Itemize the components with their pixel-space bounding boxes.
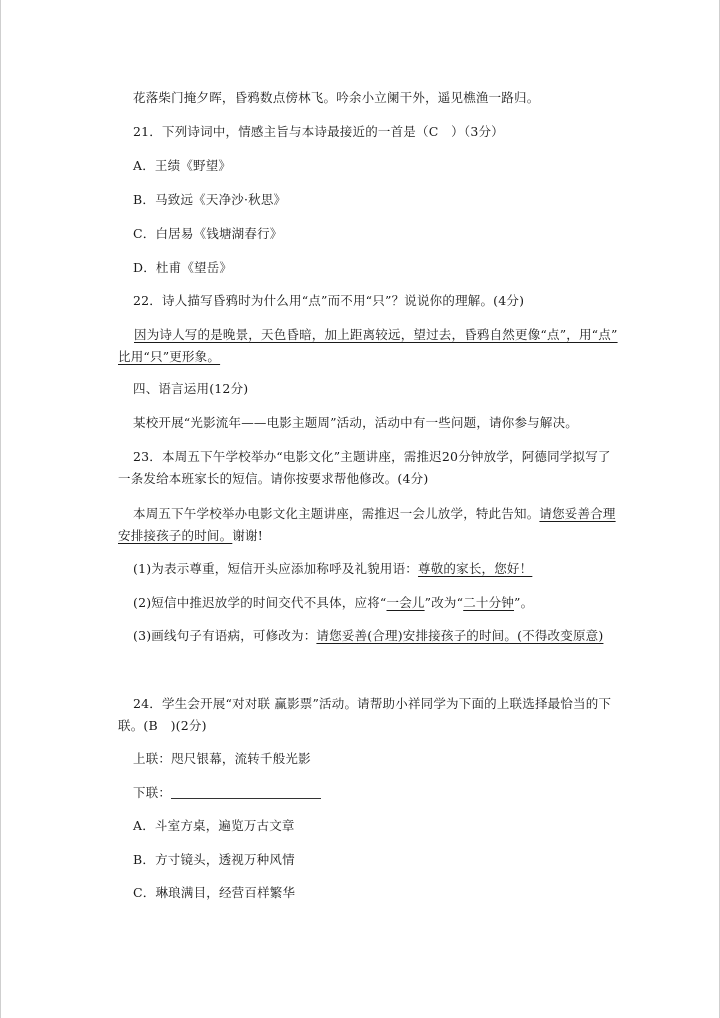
q21-option-a: A．王绩《野望》 (133, 158, 232, 173)
q23-part3-answer: 请您妥善(合理)安排接孩子的时间。(不得改变原意) (316, 628, 604, 643)
q22-answer-line1: 因为诗人写的是晚景，天色昏暗，加上距离较远，望过去，昏鸦自然更像“点”，用“点” (134, 327, 618, 342)
q23-part2-answer2: 二十分钟 (463, 595, 515, 610)
q24-answer-blank (171, 784, 321, 799)
q23-message-text: 本周五下午学校举办电影文化主题讲座，需推迟一会儿放学，特此告知。 (133, 506, 540, 521)
page-border-left (0, 0, 1, 1018)
q23-message-thanks: 谢谢! (232, 528, 263, 543)
q23-part2-mid: ”改为“ (424, 595, 464, 610)
q24-stem-line2: 联。(B )(2分) (118, 718, 207, 733)
q23-part1-question: (1)为表示尊重，短信开头应添加称呼及礼貌用语： (133, 561, 419, 576)
q23-part3 (133, 625, 633, 647)
q21-option-d: D．杜甫《望岳》 (133, 260, 233, 275)
q23-part2-end: ”。 (514, 595, 534, 610)
q23-part3-question: (3)画线句子有语病，可修改为： (133, 628, 317, 643)
q24-option-c: C．琳琅满目，经营百样繁华 (133, 885, 296, 900)
q23-message-line1 (133, 503, 633, 525)
q23-part1 (133, 558, 633, 580)
q24-upper-couplet: 上联：咫尺银幕，流转千般光影 (133, 751, 311, 766)
q21-stem: 21．下列诗词中，情感主旨与本诗最接近的一首是（C ）（3分） (133, 124, 504, 139)
q22-stem: 22．诗人描写昏鸦时为什么用“点”而不用“只”？说说你的理解。(4分) (133, 293, 525, 308)
q23-stem-line1: 23．本周五下午学校举办“电影文化”主题讲座，需推迟20分钟放学，阿德同学拟写了 (133, 449, 611, 464)
q24-lower-couplet (133, 782, 633, 804)
q21-option-b: B．马致远《天净沙·秋思》 (133, 192, 287, 207)
q24-option-b: B．方寸镜头，透视万种风情 (133, 852, 295, 867)
q24-lower-label: 下联： (133, 785, 172, 800)
q23-part1-answer: 尊敬的家长，您好！ (418, 561, 533, 576)
section-heading: 四、语言运用(12分) (133, 381, 249, 396)
q23-message-underlined-b: 安排接孩子的时间。 (118, 528, 233, 543)
q21-option-c: C．白居易《钱塘湖春行》 (133, 226, 283, 241)
q23-message-underlined-a: 请您妥善合理 (539, 506, 616, 521)
q23-part2-answer1: 一会儿 (386, 595, 425, 610)
q22-answer-line2: 比用“只”更形象。 (118, 349, 221, 364)
poem-tail: 花落柴门掩夕晖，昏鸦数点傍林飞。吟余小立阑干外，遥见樵渔一路归。 (133, 90, 540, 105)
q23-message-line2 (118, 525, 618, 547)
q23-stem-line2: 一条发给本班家长的短信。请你按要求帮他修改。(4分) (118, 471, 429, 486)
q24-stem-line1: 24．学生会开展“对对联 赢影票”活动。请帮助小祥同学为下面的上联选择最恰当的下 (133, 696, 612, 711)
q24-option-a: A．斗室方桌，遍览万古文章 (133, 818, 295, 833)
q23-part2-question: (2)短信中推迟放学的时间交代不具体，应将“ (133, 595, 387, 610)
q23-part2 (133, 592, 633, 614)
activity-intro: 某校开展“光影流年——电影主题周”活动，活动中有一些问题，请你参与解决。 (133, 415, 578, 430)
